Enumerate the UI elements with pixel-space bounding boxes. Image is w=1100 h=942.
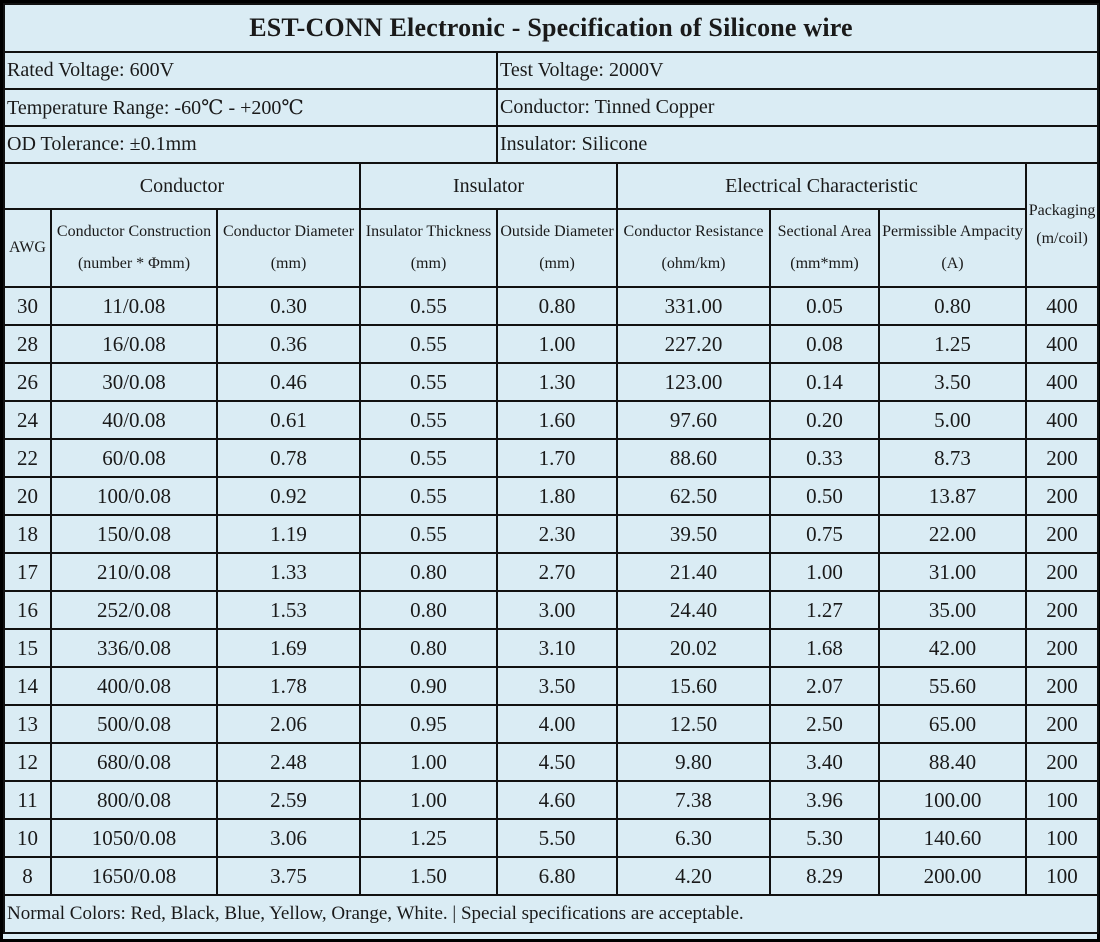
insulator-material: Insulator: Silicone [497, 126, 1098, 163]
cell-sectional-area: 1.68 [770, 629, 879, 667]
cell-awg: 28 [4, 325, 51, 363]
cell-ampacity: 42.00 [879, 629, 1026, 667]
cell-conductor-diameter: 0.61 [217, 401, 360, 439]
cell-resistance: 7.38 [617, 781, 770, 819]
cell-outside-diameter: 3.00 [497, 591, 617, 629]
temperature-range: Temperature Range: -60℃ - +200℃ [4, 89, 497, 126]
cell-conductor-diameter: 3.75 [217, 857, 360, 895]
cell-conductor-diameter: 1.78 [217, 667, 360, 705]
cell-conductor-diameter: 0.46 [217, 363, 360, 401]
cell-packaging: 400 [1026, 401, 1098, 439]
cell-construction: 400/0.08 [51, 667, 217, 705]
group-conductor: Conductor [4, 163, 360, 209]
cell-resistance: 4.20 [617, 857, 770, 895]
cell-awg: 18 [4, 515, 51, 553]
cell-packaging: 200 [1026, 515, 1098, 553]
cell-packaging: 200 [1026, 629, 1098, 667]
cell-awg: 10 [4, 819, 51, 857]
cell-ampacity: 55.60 [879, 667, 1026, 705]
cell-outside-diameter: 4.00 [497, 705, 617, 743]
cell-conductor-diameter: 0.36 [217, 325, 360, 363]
cell-construction: 500/0.08 [51, 705, 217, 743]
cell-insulator-thickness: 0.55 [360, 515, 497, 553]
table-row [4, 553, 1098, 591]
cell-resistance: 123.00 [617, 363, 770, 401]
cell-packaging: 200 [1026, 553, 1098, 591]
table-row [4, 781, 1098, 819]
cell-resistance: 331.00 [617, 287, 770, 325]
cell-insulator-thickness: 0.80 [360, 629, 497, 667]
cell-resistance: 88.60 [617, 439, 770, 477]
table-row [4, 667, 1098, 705]
cell-construction: 800/0.08 [51, 781, 217, 819]
table-row [4, 477, 1098, 515]
data-rows [4, 287, 1098, 895]
cell-sectional-area: 8.29 [770, 857, 879, 895]
cell-outside-diameter: 1.60 [497, 401, 617, 439]
packaging-label: Packaging [1028, 202, 1096, 219]
cell-packaging: 200 [1026, 743, 1098, 781]
cell-ampacity: 1.25 [879, 325, 1026, 363]
cell-conductor-diameter: 0.92 [217, 477, 360, 515]
cell-construction: 1650/0.08 [51, 857, 217, 895]
cell-awg: 20 [4, 477, 51, 515]
cell-packaging: 100 [1026, 857, 1098, 895]
cell-resistance: 227.20 [617, 325, 770, 363]
cell-awg: 22 [4, 439, 51, 477]
cell-outside-diameter: 6.80 [497, 857, 617, 895]
cell-construction: 30/0.08 [51, 363, 217, 401]
cell-sectional-area: 2.50 [770, 705, 879, 743]
cell-insulator-thickness: 0.55 [360, 325, 497, 363]
header-conductor-diameter: Conductor Diameter (mm) [217, 209, 360, 287]
cell-insulator-thickness: 0.95 [360, 705, 497, 743]
cell-outside-diameter: 4.50 [497, 743, 617, 781]
cell-ampacity: 65.00 [879, 705, 1026, 743]
header-awg: AWG [4, 209, 51, 287]
header-ampacity: Permissible Ampacity (A) [879, 209, 1026, 287]
cell-insulator-thickness: 1.00 [360, 781, 497, 819]
cell-outside-diameter: 0.80 [497, 287, 617, 325]
cell-insulator-thickness: 1.00 [360, 743, 497, 781]
cell-resistance: 39.50 [617, 515, 770, 553]
cell-awg: 26 [4, 363, 51, 401]
cell-ampacity: 140.60 [879, 819, 1026, 857]
od-tolerance: OD Tolerance: ±0.1mm [4, 126, 497, 163]
table-row [4, 705, 1098, 743]
cell-outside-diameter: 3.50 [497, 667, 617, 705]
table-row [4, 325, 1098, 363]
cell-outside-diameter: 2.70 [497, 553, 617, 591]
cell-packaging: 400 [1026, 325, 1098, 363]
table-row [4, 629, 1098, 667]
cell-sectional-area: 0.08 [770, 325, 879, 363]
cell-resistance: 97.60 [617, 401, 770, 439]
cell-packaging: 100 [1026, 819, 1098, 857]
cell-construction: 16/0.08 [51, 325, 217, 363]
cell-sectional-area: 0.33 [770, 439, 879, 477]
table-row [4, 591, 1098, 629]
table-row [4, 287, 1098, 325]
group-insulator: Insulator [360, 163, 617, 209]
cell-conductor-diameter: 1.19 [217, 515, 360, 553]
cell-conductor-diameter: 2.59 [217, 781, 360, 819]
cell-awg: 14 [4, 667, 51, 705]
cell-conductor-diameter: 1.53 [217, 591, 360, 629]
cell-conductor-diameter: 0.78 [217, 439, 360, 477]
cell-resistance: 12.50 [617, 705, 770, 743]
group-electrical: Electrical Characteristic [617, 163, 1026, 209]
cell-construction: 680/0.08 [51, 743, 217, 781]
cell-insulator-thickness: 0.80 [360, 591, 497, 629]
cell-awg: 11 [4, 781, 51, 819]
cell-conductor-diameter: 0.30 [217, 287, 360, 325]
cell-packaging: 200 [1026, 477, 1098, 515]
cell-sectional-area: 0.05 [770, 287, 879, 325]
cell-construction: 336/0.08 [51, 629, 217, 667]
table-row [4, 819, 1098, 857]
cell-ampacity: 88.40 [879, 743, 1026, 781]
cell-sectional-area: 0.75 [770, 515, 879, 553]
header-construction: Conductor Construction (number * Φmm) [51, 209, 217, 287]
cell-construction: 100/0.08 [51, 477, 217, 515]
cell-ampacity: 22.00 [879, 515, 1026, 553]
header-insulator-thickness: Insulator Thickness (mm) [360, 209, 497, 287]
cell-conductor-diameter: 3.06 [217, 819, 360, 857]
conductor-material: Conductor: Tinned Copper [497, 89, 1098, 126]
cell-outside-diameter: 3.10 [497, 629, 617, 667]
table-row [4, 439, 1098, 477]
cell-resistance: 20.02 [617, 629, 770, 667]
cell-construction: 11/0.08 [51, 287, 217, 325]
cell-ampacity: 5.00 [879, 401, 1026, 439]
cell-conductor-diameter: 1.69 [217, 629, 360, 667]
cell-outside-diameter: 1.70 [497, 439, 617, 477]
cell-insulator-thickness: 0.55 [360, 439, 497, 477]
cell-packaging: 200 [1026, 591, 1098, 629]
cell-conductor-diameter: 1.33 [217, 553, 360, 591]
spec-sheet [3, 3, 1097, 939]
cell-insulator-thickness: 0.55 [360, 401, 497, 439]
cell-ampacity: 35.00 [879, 591, 1026, 629]
cell-awg: 8 [4, 857, 51, 895]
cell-sectional-area: 5.30 [770, 819, 879, 857]
cell-awg: 12 [4, 743, 51, 781]
cell-packaging: 200 [1026, 667, 1098, 705]
cell-awg: 17 [4, 553, 51, 591]
cell-outside-diameter: 4.60 [497, 781, 617, 819]
cell-ampacity: 8.73 [879, 439, 1026, 477]
cell-outside-diameter: 2.30 [497, 515, 617, 553]
cell-resistance: 15.60 [617, 667, 770, 705]
cell-insulator-thickness: 0.55 [360, 363, 497, 401]
header-resistance: Conductor Resistance (ohm/km) [617, 209, 770, 287]
table-row [4, 857, 1098, 895]
cell-construction: 150/0.08 [51, 515, 217, 553]
cell-outside-diameter: 1.00 [497, 325, 617, 363]
header-outside-diameter: Outside Diameter (mm) [497, 209, 617, 287]
table-row [4, 743, 1098, 781]
cell-ampacity: 100.00 [879, 781, 1026, 819]
cell-ampacity: 31.00 [879, 553, 1026, 591]
cell-ampacity: 200.00 [879, 857, 1026, 895]
cell-awg: 16 [4, 591, 51, 629]
cell-ampacity: 0.80 [879, 287, 1026, 325]
cell-ampacity: 13.87 [879, 477, 1026, 515]
cell-sectional-area: 1.27 [770, 591, 879, 629]
cell-outside-diameter: 1.30 [497, 363, 617, 401]
cell-resistance: 6.30 [617, 819, 770, 857]
cell-construction: 210/0.08 [51, 553, 217, 591]
cell-construction: 40/0.08 [51, 401, 217, 439]
cell-awg: 30 [4, 287, 51, 325]
cell-conductor-diameter: 2.06 [217, 705, 360, 743]
cell-sectional-area: 3.40 [770, 743, 879, 781]
cell-packaging: 100 [1026, 781, 1098, 819]
footer-note: Normal Colors: Red, Black, Blue, Yellow, Orange, White. | Special specifications are acceptable. [4, 895, 1098, 933]
cell-awg: 15 [4, 629, 51, 667]
cell-outside-diameter: 1.80 [497, 477, 617, 515]
cell-ampacity: 3.50 [879, 363, 1026, 401]
page-title: EST-CONN Electronic - Specification of Silicone wire [4, 4, 1098, 52]
table-row [4, 515, 1098, 553]
cell-resistance: 9.80 [617, 743, 770, 781]
table-row [4, 401, 1098, 439]
cell-resistance: 21.40 [617, 553, 770, 591]
cell-construction: 1050/0.08 [51, 819, 217, 857]
test-voltage: Test Voltage: 2000V [497, 52, 1098, 89]
cell-sectional-area: 2.07 [770, 667, 879, 705]
cell-conductor-diameter: 2.48 [217, 743, 360, 781]
cell-insulator-thickness: 1.50 [360, 857, 497, 895]
spec-table [3, 3, 1099, 934]
cell-insulator-thickness: 1.25 [360, 819, 497, 857]
cell-packaging: 400 [1026, 287, 1098, 325]
cell-packaging: 200 [1026, 705, 1098, 743]
cell-construction: 252/0.08 [51, 591, 217, 629]
cell-awg: 13 [4, 705, 51, 743]
cell-packaging: 400 [1026, 363, 1098, 401]
packaging-unit: (m/coil) [1036, 230, 1088, 247]
cell-insulator-thickness: 0.80 [360, 553, 497, 591]
header-packaging [1026, 163, 1098, 287]
table-row [4, 363, 1098, 401]
cell-construction: 60/0.08 [51, 439, 217, 477]
cell-sectional-area: 0.20 [770, 401, 879, 439]
cell-resistance: 62.50 [617, 477, 770, 515]
cell-outside-diameter: 5.50 [497, 819, 617, 857]
cell-insulator-thickness: 0.90 [360, 667, 497, 705]
rated-voltage: Rated Voltage: 600V [4, 52, 497, 89]
cell-awg: 24 [4, 401, 51, 439]
cell-sectional-area: 1.00 [770, 553, 879, 591]
cell-insulator-thickness: 0.55 [360, 287, 497, 325]
cell-resistance: 24.40 [617, 591, 770, 629]
cell-sectional-area: 0.50 [770, 477, 879, 515]
cell-packaging: 200 [1026, 439, 1098, 477]
header-sectional-area: Sectional Area (mm*mm) [770, 209, 879, 287]
cell-sectional-area: 3.96 [770, 781, 879, 819]
cell-insulator-thickness: 0.55 [360, 477, 497, 515]
cell-sectional-area: 0.14 [770, 363, 879, 401]
